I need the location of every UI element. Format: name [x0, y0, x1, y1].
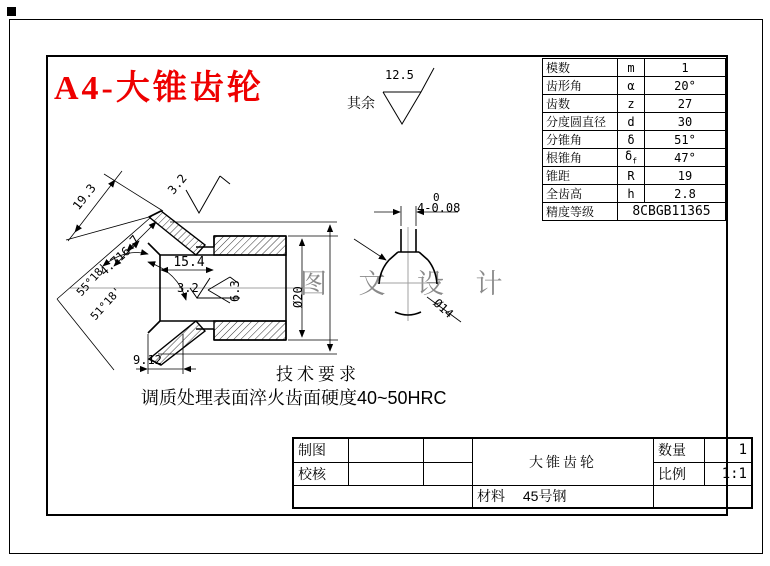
table-row: 分度圆直径 d 30 — [543, 113, 726, 131]
title-block-empty-cell — [654, 485, 753, 508]
dim-cone-distance: 19.3 — [70, 181, 99, 213]
table-row: 根锥角 $\delta_f$ 47° — [543, 149, 726, 167]
table-row: 全齿高 h 2.8 — [543, 185, 726, 203]
material-label: 材料 — [477, 488, 505, 505]
material-cell — [473, 485, 654, 508]
check-date-cell — [424, 462, 473, 485]
dim-roughness-bore: 3.2 — [177, 281, 199, 295]
dim-hub-length: 15.4 — [173, 255, 205, 270]
roughness-rest-label: 其余 — [347, 95, 375, 111]
roughness-check-top — [186, 176, 230, 213]
qty-value: 1 — [705, 438, 753, 462]
gear-parameter-table — [542, 58, 726, 221]
roughness-general-value: 12.5 — [385, 68, 414, 82]
dim-keyway-tol-upper: 0 — [433, 191, 440, 204]
dim-face-width: 7 — [127, 232, 143, 247]
draw-name-cell — [349, 438, 424, 462]
title-block-empty-cell — [293, 485, 473, 508]
table-row: 模数 m 1 — [543, 59, 726, 77]
tech-requirements-title: 技术要求 — [276, 365, 360, 384]
dim-keyway-width: 4-0.08 — [417, 201, 461, 215]
qty-label: 数量 — [654, 438, 705, 462]
draw-date-cell — [424, 438, 473, 462]
table-row: 齿形角 α 20° — [543, 77, 726, 95]
table-row: 齿数 z 27 — [543, 95, 726, 113]
dim-diameter-14: Ø14 — [430, 296, 457, 321]
sheet-title-stamp: A4-大锥齿轮 — [54, 70, 264, 107]
check-name-cell — [349, 462, 424, 485]
dim-roughness-top: 3.2 — [165, 171, 190, 197]
dim-bottom-width: 9.12 — [133, 353, 162, 367]
scale-value: 1:1 — [705, 462, 753, 485]
dim-diameter-20: Ø20 — [291, 286, 305, 308]
dim-roughness-cone: 6.3 — [228, 280, 242, 302]
dim-pitch-angle: 51°18' — [88, 284, 125, 323]
dim-face-angle: 55°18' — [74, 260, 111, 299]
part-name: 大锥齿轮 — [473, 438, 654, 485]
draw-label: 制图 — [293, 438, 349, 462]
table-row-accuracy: 精度等级 8CBGB11365 — [543, 203, 726, 221]
dim-tooth-height: 4.716 — [97, 243, 134, 279]
table-row: 分锥角 δ 51° — [543, 131, 726, 149]
title-block — [292, 437, 753, 509]
table-row: 锥距 R 19 — [543, 167, 726, 185]
watermark-text: 图 文 设 计 — [300, 269, 515, 299]
material-value: 45号钢 — [522, 488, 567, 505]
check-label: 校核 — [293, 462, 349, 485]
tech-requirements-line: 调质处理表面淬火齿面硬度40~50HRC — [141, 388, 447, 408]
scale-label: 比例 — [654, 462, 705, 485]
